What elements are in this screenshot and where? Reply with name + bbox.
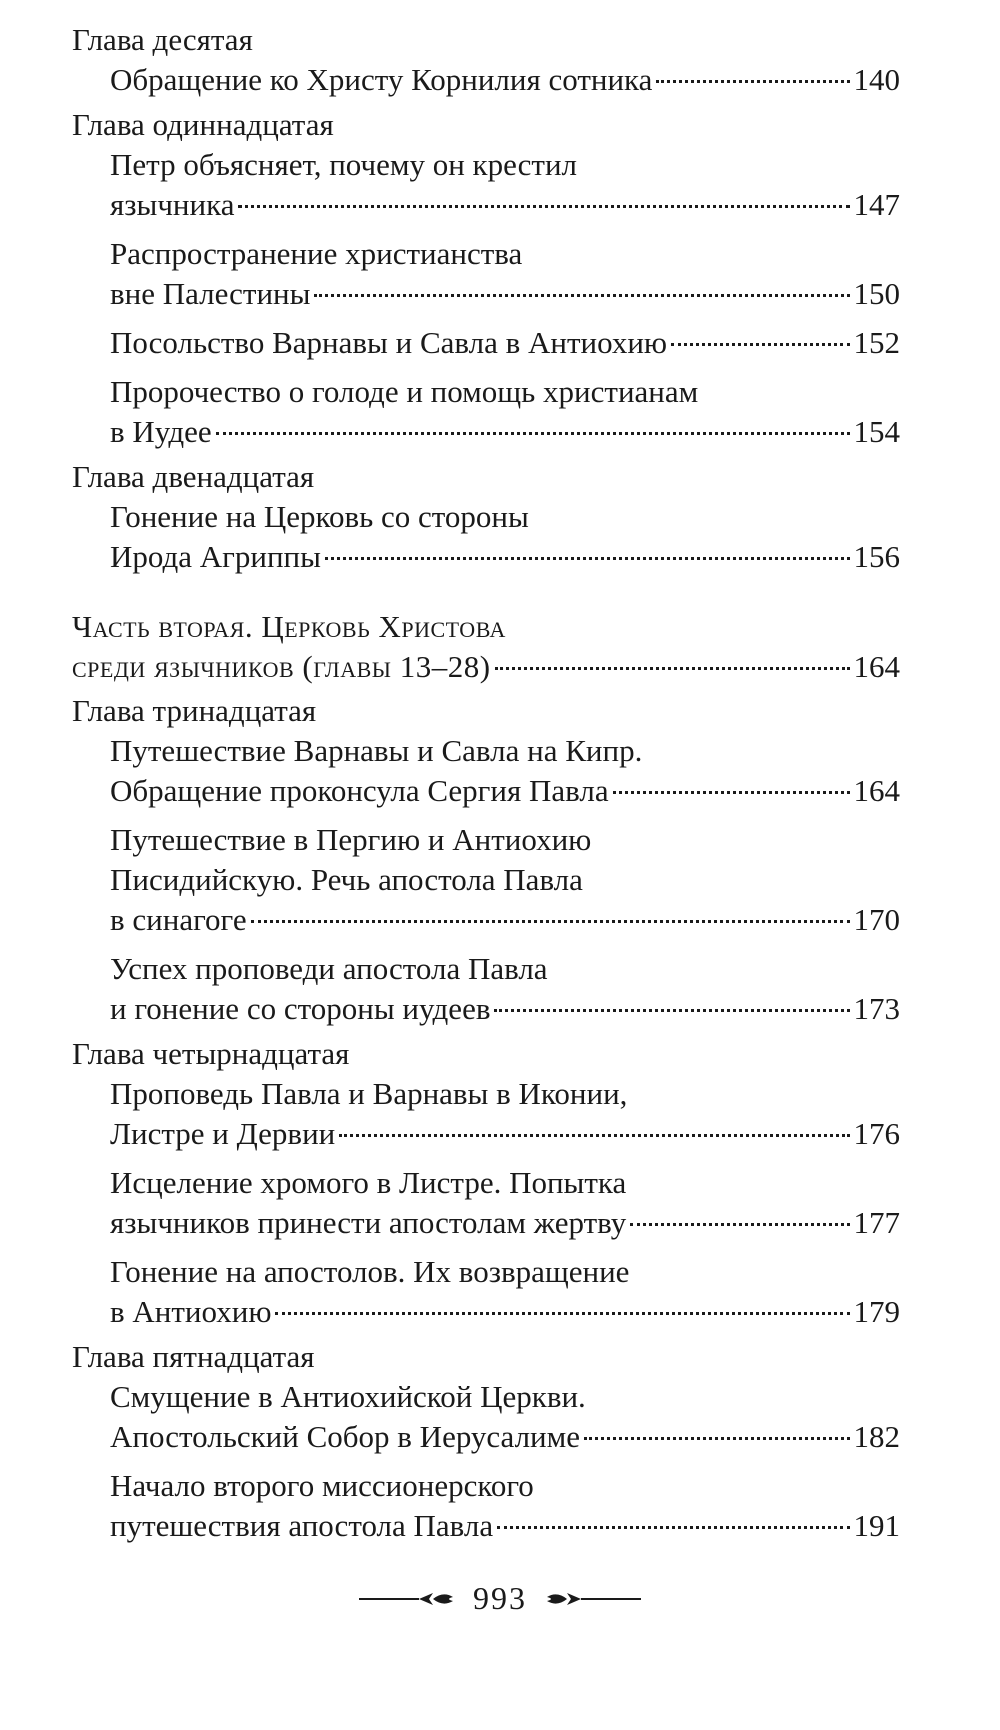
- entry-title-line: Проповедь Павла и Варнавы в Иконии,: [110, 1076, 628, 1111]
- toc-entry[interactable]: [110, 1377, 900, 1457]
- entry-title-line: Исцеление хромого в Листре. Попытка: [110, 1165, 627, 1200]
- entry-title-line: путешествия апостола Павла: [110, 1508, 494, 1543]
- entry-page-number: 156: [853, 539, 900, 574]
- entry-page-number: 191: [853, 1508, 900, 1543]
- entry-title-line: Смущение в Антиохийской Церкви.: [110, 1379, 586, 1414]
- dot-leader: [314, 294, 849, 297]
- dot-leader: [494, 1009, 849, 1012]
- chapter-heading: Глава двенадцатая: [72, 459, 315, 494]
- toc-entry[interactable]: [110, 145, 900, 225]
- chapter-heading: Глава пятнадцатая: [72, 1339, 315, 1374]
- part-heading[interactable]: [72, 607, 900, 687]
- dot-leader: [584, 1437, 849, 1440]
- entry-page-number: 152: [853, 325, 900, 360]
- toc-entry[interactable]: [110, 234, 900, 314]
- dot-leader: [216, 432, 850, 435]
- toc-entry[interactable]: [110, 731, 900, 811]
- entry-last-line: [110, 900, 900, 940]
- entry-last-line: [110, 1114, 900, 1154]
- table-of-contents: [72, 20, 900, 1555]
- toc-entry[interactable]: [110, 497, 900, 577]
- entry-title-line: в Иудее: [110, 414, 212, 449]
- entry-title-line: в Антиохию: [110, 1294, 272, 1329]
- entry-page-number: 173: [853, 991, 900, 1026]
- dot-leader: [656, 80, 849, 83]
- fleuron-right-icon: [541, 1589, 641, 1609]
- entry-title-line: вне Палестины: [110, 276, 311, 311]
- entry-title-line: Часть вторая. Церковь Христова: [72, 609, 506, 644]
- entry-last-line: [110, 274, 900, 314]
- entry-title-line: среди язычников (главы 13–28): [72, 649, 491, 684]
- dot-leader: [275, 1312, 849, 1315]
- toc-entry[interactable]: [110, 1466, 900, 1546]
- entry-title-line: Путешествие Варнавы и Савла на Кипр.: [110, 733, 643, 768]
- entry-page-number: 179: [853, 1294, 900, 1329]
- page-footer: [0, 1580, 1000, 1617]
- entry-page-number: 170: [853, 902, 900, 937]
- entry-title-line: в синагоге: [110, 902, 247, 937]
- fleuron-left-icon: [359, 1589, 459, 1609]
- entry-title-line: Ирода Агриппы: [110, 539, 321, 574]
- dot-leader: [325, 557, 850, 560]
- entry-title-line: язычника: [110, 187, 235, 222]
- entry-title-line: Пророчество о голоде и помощь христианам: [110, 374, 699, 409]
- toc-entry[interactable]: [110, 372, 900, 452]
- entry-page-number: 164: [853, 773, 900, 808]
- chapter-heading: Глава десятая: [72, 22, 253, 57]
- toc-entry[interactable]: [110, 1252, 900, 1332]
- entry-last-line: [110, 989, 900, 1029]
- entry-title-line: Распространение христианства: [110, 236, 523, 271]
- entry-page-number: 176: [853, 1116, 900, 1151]
- dot-leader: [339, 1134, 849, 1137]
- entry-last-line: [110, 771, 900, 811]
- chapter-heading: Глава четырнадцатая: [72, 1036, 350, 1071]
- entry-title-line: Листре и Дервии: [110, 1116, 336, 1151]
- dot-leader: [630, 1223, 849, 1226]
- entry-last-line: [110, 1292, 900, 1332]
- entry-title-line: Петр объясняет, почему он крестил: [110, 147, 577, 182]
- entry-title-line: и гонение со стороны иудеев: [110, 991, 491, 1026]
- entry-last-line: [110, 1203, 900, 1243]
- entry-title-line: Посольство Варнавы и Савла в Антиохию: [110, 325, 668, 360]
- chapter-heading: Глава одиннадцатая: [72, 107, 334, 142]
- page-number: 993: [473, 1580, 527, 1616]
- entry-title-line: Гонение на апостолов. Их возвращение: [110, 1254, 630, 1289]
- dot-leader: [497, 1526, 849, 1529]
- entry-page-number: 182: [853, 1419, 900, 1454]
- entry-last-line: [110, 60, 900, 100]
- entry-last-line: [110, 323, 900, 363]
- toc-entry[interactable]: [110, 60, 900, 100]
- toc-entry[interactable]: [110, 1074, 900, 1154]
- entry-last-line: [110, 185, 900, 225]
- entry-title-line: Путешествие в Пергию и Антиохию: [110, 822, 592, 857]
- entry-title-line: Начало второго миссионерского: [110, 1468, 534, 1503]
- entry-page-number: 147: [853, 187, 900, 222]
- entry-title-line: Писидийскую. Речь апостола Павла: [110, 862, 583, 897]
- entry-page-number: 140: [853, 62, 900, 97]
- entry-title-line: Гонение на Церковь со стороны: [110, 499, 529, 534]
- entry-title-line: Апостольский Собор в Иерусалиме: [110, 1419, 581, 1454]
- entry-page-number: 177: [853, 1205, 900, 1240]
- dot-leader: [613, 791, 850, 794]
- chapter-heading: Глава тринадцатая: [72, 693, 317, 728]
- dot-leader: [251, 920, 850, 923]
- entry-title-line: Обращение проконсула Сергия Павла: [110, 773, 609, 808]
- toc-entry[interactable]: [110, 820, 900, 940]
- entry-last-line: [110, 1506, 900, 1546]
- dot-leader: [671, 343, 849, 346]
- entry-title-line: Обращение ко Христу Корнилия сотника: [110, 62, 653, 97]
- entry-page-number: 164: [853, 649, 900, 684]
- dot-leader: [238, 205, 849, 208]
- entry-last-line: [110, 412, 900, 452]
- toc-entry[interactable]: [110, 1163, 900, 1243]
- entry-title-line: язычников принести апостолам жертву: [110, 1205, 627, 1240]
- dot-leader: [495, 667, 850, 670]
- toc-entry[interactable]: [110, 323, 900, 363]
- entry-page-number: 154: [853, 414, 900, 449]
- entry-last-line: [72, 647, 900, 687]
- toc-entry[interactable]: [110, 949, 900, 1029]
- entry-last-line: [110, 537, 900, 577]
- entry-last-line: [110, 1417, 900, 1457]
- entry-title-line: Успех проповеди апостола Павла: [110, 951, 548, 986]
- entry-page-number: 150: [853, 276, 900, 311]
